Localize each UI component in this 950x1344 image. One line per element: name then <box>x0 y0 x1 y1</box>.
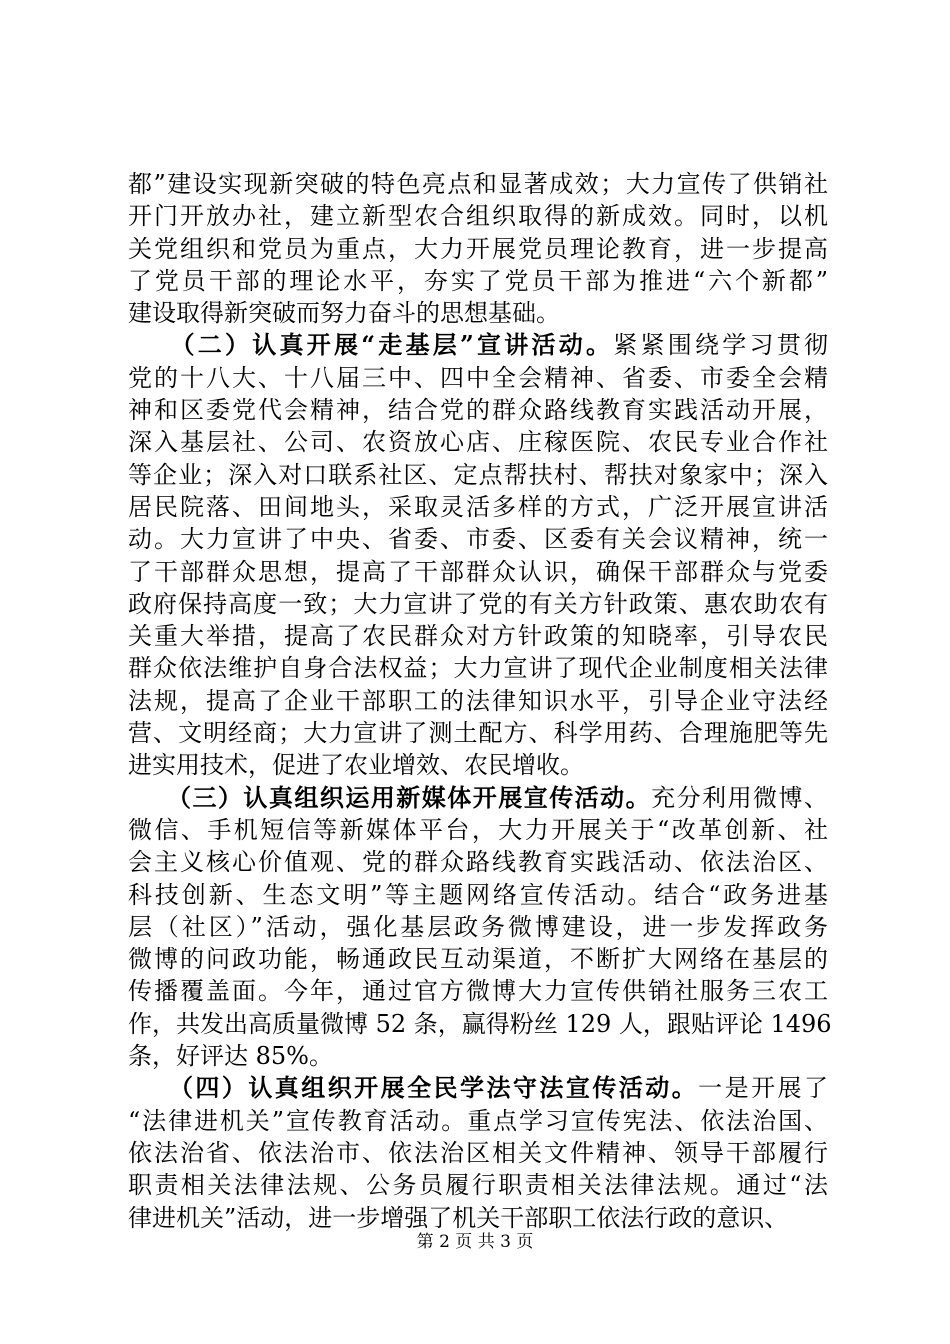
text-line <box>128 749 828 781</box>
line-text: 微博的问政功能，畅通政民互动渠道，不断扩大网络在基层的 <box>128 945 828 974</box>
section-heading: （三）认真组织运用新媒体开展宣传活动。 <box>178 782 652 812</box>
section-heading: （四）认真组织开展全民学法守法宣传活动。 <box>180 1073 699 1103</box>
line-text: 会主义核心价值观、党的群众路线教育实践活动、依法治区、 <box>128 848 828 877</box>
text-line <box>128 556 828 588</box>
line-text: 开门开放办社，建立新型农合组织取得的新成效。同时，以机 <box>128 202 828 231</box>
text-line <box>128 814 828 846</box>
line-text: 深入基层社、公司、农资放心店、庄稼医院、农民专业合作社 <box>128 428 828 457</box>
line-text: 群众依法维护自身合法权益；大力宣讲了现代企业制度相关法律 <box>128 654 828 683</box>
line-text: 了干部群众思想，提高了干部群众认识，确保干部群众与党委 <box>128 557 828 586</box>
text-line <box>128 329 828 361</box>
text-line <box>128 1202 828 1234</box>
line-text: 关重大举措，提高了农民群众对方针政策的知晓率，引导农民 <box>128 622 828 651</box>
line-text: 科技创新、生态文明”等主题网络宣传活动。结合“政务进基 <box>128 880 828 909</box>
text-line <box>128 265 828 297</box>
line-text: 关党组织和党员为重点，大力开展党员理论教育，进一步提高 <box>128 234 828 263</box>
line-text: 依法治省、依法治市、依法治区相关文件精神、领导干部履行 <box>128 1138 828 1167</box>
line-text: 党的十八大、十八届三中、四中全会精神、省委、市委全会精 <box>128 363 828 392</box>
text-line <box>128 717 828 749</box>
section-heading: （二）认真开展“走基层”宣讲活动。 <box>182 330 614 360</box>
paragraph <box>128 168 828 329</box>
text-line <box>128 491 828 523</box>
line-text: 了党员干部的理论水平，夯实了党员干部为推进“六个新都” <box>128 266 828 295</box>
text-line <box>128 911 828 943</box>
line-text: 职责相关法律法规、公务员履行职责相关法律法规。通过“法 <box>128 1171 828 1200</box>
text-line <box>128 1040 828 1072</box>
line-text: 作，共发出高质量微博 52 条，赢得粉丝 129 人，跟贴评论 1496 <box>128 1009 832 1038</box>
text-line <box>128 782 828 814</box>
paragraph <box>128 1072 828 1233</box>
text-line <box>128 168 828 200</box>
text-line <box>128 620 828 652</box>
line-text: “法律进机关”宣传教育活动。重点学习宣传宪法、依法治国、 <box>128 1106 828 1135</box>
line-text: 条，好评达 85%。 <box>128 1042 333 1071</box>
text-line <box>128 233 828 265</box>
line-text: 微信、手机短信等新媒体平台，大力开展关于“改革创新、社 <box>128 815 828 844</box>
text-line <box>128 1105 828 1137</box>
text-line <box>128 846 828 878</box>
line-text: 神和区委党代会精神，结合党的群众路线教育实践活动开展， <box>128 396 828 425</box>
indent <box>128 784 179 812</box>
line-text: 等企业；深入对口联系社区、定点帮扶村、帮扶对象家中；深入 <box>128 460 828 489</box>
text-line <box>128 975 828 1007</box>
text-line <box>128 426 828 458</box>
text-line <box>128 1137 828 1169</box>
indent <box>128 331 183 359</box>
line-text: 紧紧围绕学习贯彻 <box>613 331 829 360</box>
text-line <box>128 1008 832 1040</box>
text-line <box>128 943 828 975</box>
line-text: 一是开展了 <box>698 1074 829 1103</box>
line-text: 营、文明经商；大力宣讲了测土配方、科学用药、合理施肥等先 <box>128 719 828 748</box>
line-text: 律进机关”活动，进一步增强了机关干部职工依法行政的意识、 <box>128 1203 789 1232</box>
text-line <box>128 394 828 426</box>
text-line <box>128 523 828 555</box>
document-body <box>128 168 832 1234</box>
text-line <box>128 1072 828 1104</box>
line-text: 传播覆盖面。今年，通过官方微博大力宣传供销社服务三农工 <box>128 977 828 1006</box>
line-text: 充分利用微博、 <box>651 783 829 812</box>
text-line <box>128 200 828 232</box>
paragraph <box>128 782 832 1073</box>
line-text: 政府保持高度一致；大力宣讲了党的有关方针政策、惠农助农有 <box>128 589 828 618</box>
text-line <box>128 362 828 394</box>
page-footer: 第 2 页 共 3 页 <box>416 1232 534 1252</box>
paragraph <box>128 329 828 781</box>
line-text: 动。大力宣讲了中央、省委、市委、区委有关会议精神，统一 <box>128 525 828 554</box>
text-line <box>128 588 828 620</box>
indent <box>128 1074 181 1102</box>
line-text: 进实用技术，促进了农业增效、农民增收。 <box>128 751 584 780</box>
line-text: 层（社区）”活动，强化基层政务微博建设，进一步发挥政务 <box>128 912 828 941</box>
text-line <box>128 1169 828 1201</box>
text-line <box>128 459 828 491</box>
text-line <box>128 879 828 911</box>
line-text: 居民院落、田间地头，采取灵活多样的方式，广泛开展宣讲活 <box>128 492 828 521</box>
text-line <box>128 652 828 684</box>
text-line <box>128 685 828 717</box>
line-text: 都”建设实现新突破的特色亮点和显著成效；大力宣传了供销社 <box>128 170 828 198</box>
line-text: 法规，提高了企业干部职工的法律知识水平，引导企业守法经 <box>128 686 828 715</box>
text-line <box>128 297 828 329</box>
line-text: 建设取得新突破而努力奋斗的思想基础。 <box>128 299 560 328</box>
